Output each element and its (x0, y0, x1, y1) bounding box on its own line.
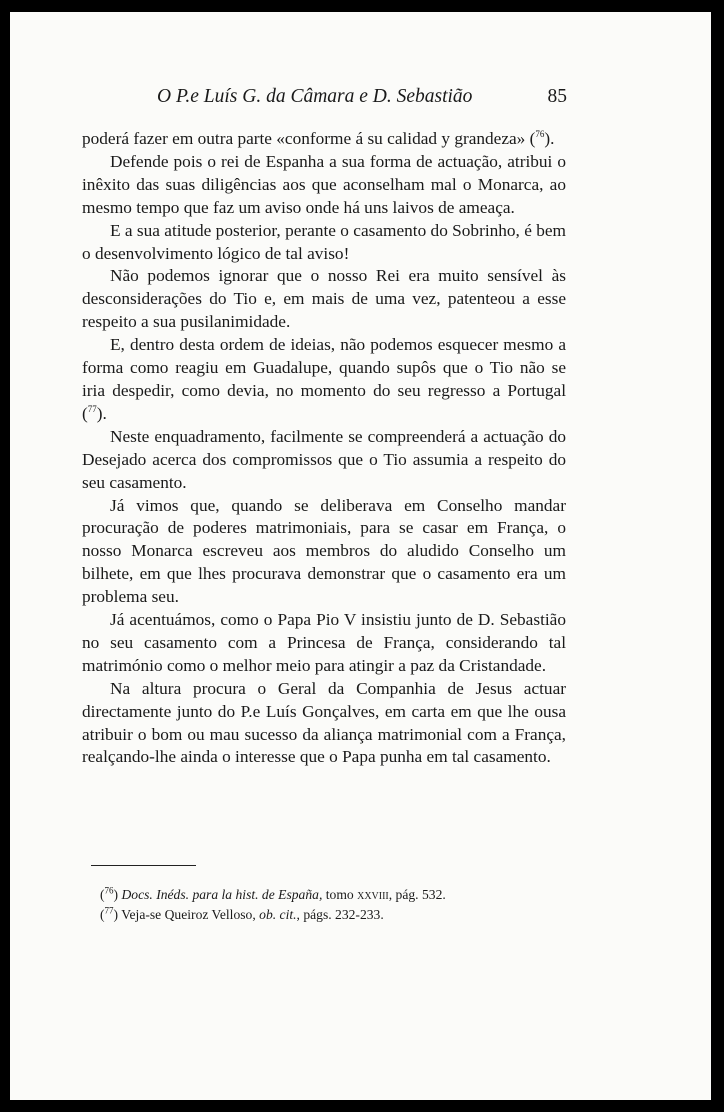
book-page (10, 12, 711, 1100)
body-text (82, 128, 566, 769)
footnotes (90, 885, 566, 924)
paragraph-1: poderá fazer em outra parte «conforme á su calidad y grandeza» ($^{76}$). (82, 129, 555, 148)
paragraph-4: Não podemos ignorar que o nosso Rei era muito sensível às desconsiderações do Tio e, em mais de uma vez, patenteou a esse respeito a sua pusilanimidade. (82, 266, 566, 332)
paragraph-3: E a sua atitude posterior, perante o casamento do Sobrinho, é bem o desenvolvimento lógico de tal aviso! (82, 220, 566, 263)
paragraph-6: Neste enquadramento, facilmente se compreenderá a actuação do Desejado acerca dos compromissos que o Tio assumia a respeito do seu casamento. (82, 426, 566, 492)
paragraph-9: Na altura procura o Geral da Companhia de Jesus actuar directamente junto do P.e Luís Gonçalves, em carta em que lhe ousa atribuir o bom ou mau sucesso da aliança matrimonial com a França, realçando-lhe ainda o interesse que o Papa punha em tal casamento. (82, 678, 566, 767)
footnote-divider (91, 865, 196, 866)
paragraph-7: Já vimos que, quando se deliberava em Conselho mandar procuração de poderes matrimoniais, para se casar em França, o nosso Monarca escreveu aos membros do aludido Conselho um bilhete, em que lhes procurava demonstrar que o casamento era um problema seu. (82, 495, 566, 607)
paragraph-8: Já acentuámos, como o Papa Pio V insistiu junto de D. Sebastião no seu casamento com a Princesa de França, considerando tal matrimónio como o melhor meio para atingir a paz da Cristandade. (82, 610, 566, 675)
running-header (157, 86, 567, 114)
footnote-77: ($^{77}$) Veja-se Queiroz Velloso, ob. cit., págs. 232-233. (100, 904, 384, 922)
footnote-ref-76: 76 (535, 129, 545, 140)
running-title: O P.e Luís G. da Câmara e D. Sebastião (157, 86, 473, 107)
footnote-76: ($^{76}$) Docs. Inéds. para la hist. de España, tomo xxviii, pág. 532. (100, 885, 446, 902)
footnote-ref-77: 77 (87, 404, 97, 415)
page-number: 85 (547, 86, 567, 107)
paragraph-5: E, dentro desta ordem de ideias, não podemos esquecer mesmo a forma como reagiu em Guadalupe, quando supôs que o Tio não se iria despedir, como devia, no momento do seu regresso a Portugal ($^{77}$). (82, 335, 566, 423)
paragraph-2: Defende pois o rei de Espanha a sua forma de actuação, atribui o inêxito das suas diligências aos que aconselham mal o Monarca, ao mesmo tempo que faz um aviso onde há uns laivos de ameaça. (82, 151, 566, 217)
